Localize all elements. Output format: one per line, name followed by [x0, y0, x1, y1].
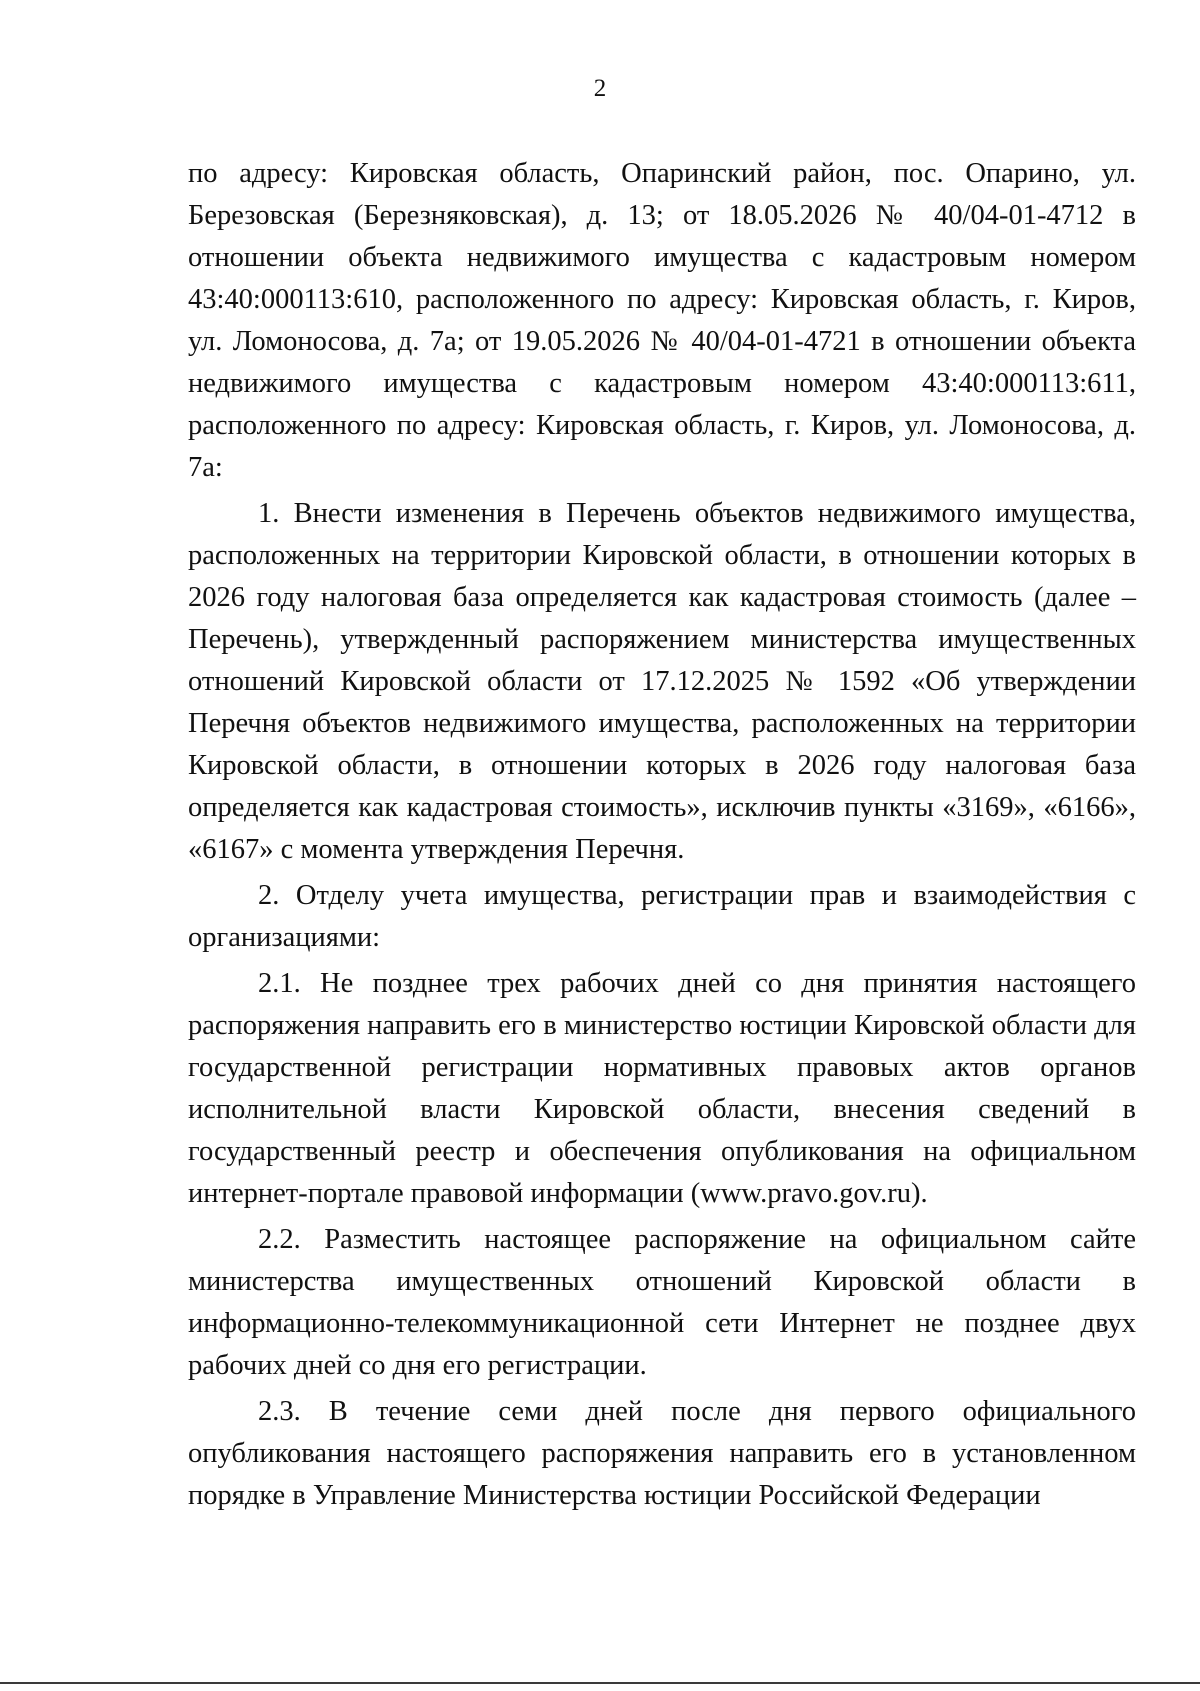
paragraph-item-2: 2. Отделу учета имущества, регистрации прав и взаимодействия с организациями: — [188, 880, 1136, 953]
paragraph-address-continuation: по адресу: Кировская область, Опаринский район, пос. Опарино, ул. Березовская (Березняковская), д. 13; от 18.05.2026 № 40/04-01-4712 в отношении объекта недвижимого имущества с кадастровым номером 43:40:000113:610, расположенного по адресу: Кировская область, г. Киров, ул. Ломоносова, д. 7а; от 19.05.2026 № 40/04-01-4721 в отношении объекта недвижимого имущества с кадастровым номером 43:40:000113:611, расположенного по адресу: Кировская область, г. Киров, ул. Ломоносова, д. 7а: — [188, 158, 1136, 483]
paragraph-item-1: 1. Внести изменения в Перечень объектов недвижимого имущества, расположенных на территории Кировской области, в отношении которых в 2026 году налоговая база определяется как кадастровая стоимость (далее – Перечень), утвержденный распоряжением министерства имущественных отношений Кировской области от 17.12.2025 № 1592 «Об утверждении Перечня объектов недвижимого имущества, расположенных на территории Кировской области, в отношении которых в 2026 году налоговая база определяется как кадастровая стоимость», исключив пункты «3169», «6166», «6167» с момента утверждения Перечня. — [188, 498, 1136, 865]
paragraph-item-2-3: 2.3. В течение семи дней после дня первого официального опубликования настоящего распоряжения направить его в установленном порядке в Управление Министерства юстиции Российской Федерации — [188, 1396, 1136, 1511]
paragraph-item-2-1: 2.1. Не позднее трех рабочих дней со дня принятия настоящего распоряжения направить его в министерство юстиции Кировской области для государственной регистрации нормативных правовых актов органов исполнительной власти Кировской области, внесения сведений в государственный реестр и обеспечения опубликования на официальном интернет-портале правовой информации (www.pravo.gov.ru). — [188, 968, 1136, 1209]
document-body — [188, 153, 1136, 1517]
page-number: 2 — [593, 75, 607, 102]
scan-bottom-edge-divider — [0, 1682, 1200, 1684]
paragraph-item-2-2: 2.2. Разместить настоящее распоряжение на официальном сайте министерства имущественных отношений Кировской области в информационно-телекоммуникационной сети Интернет не позднее двух рабочих дней со дня его регистрации. — [188, 1224, 1136, 1381]
